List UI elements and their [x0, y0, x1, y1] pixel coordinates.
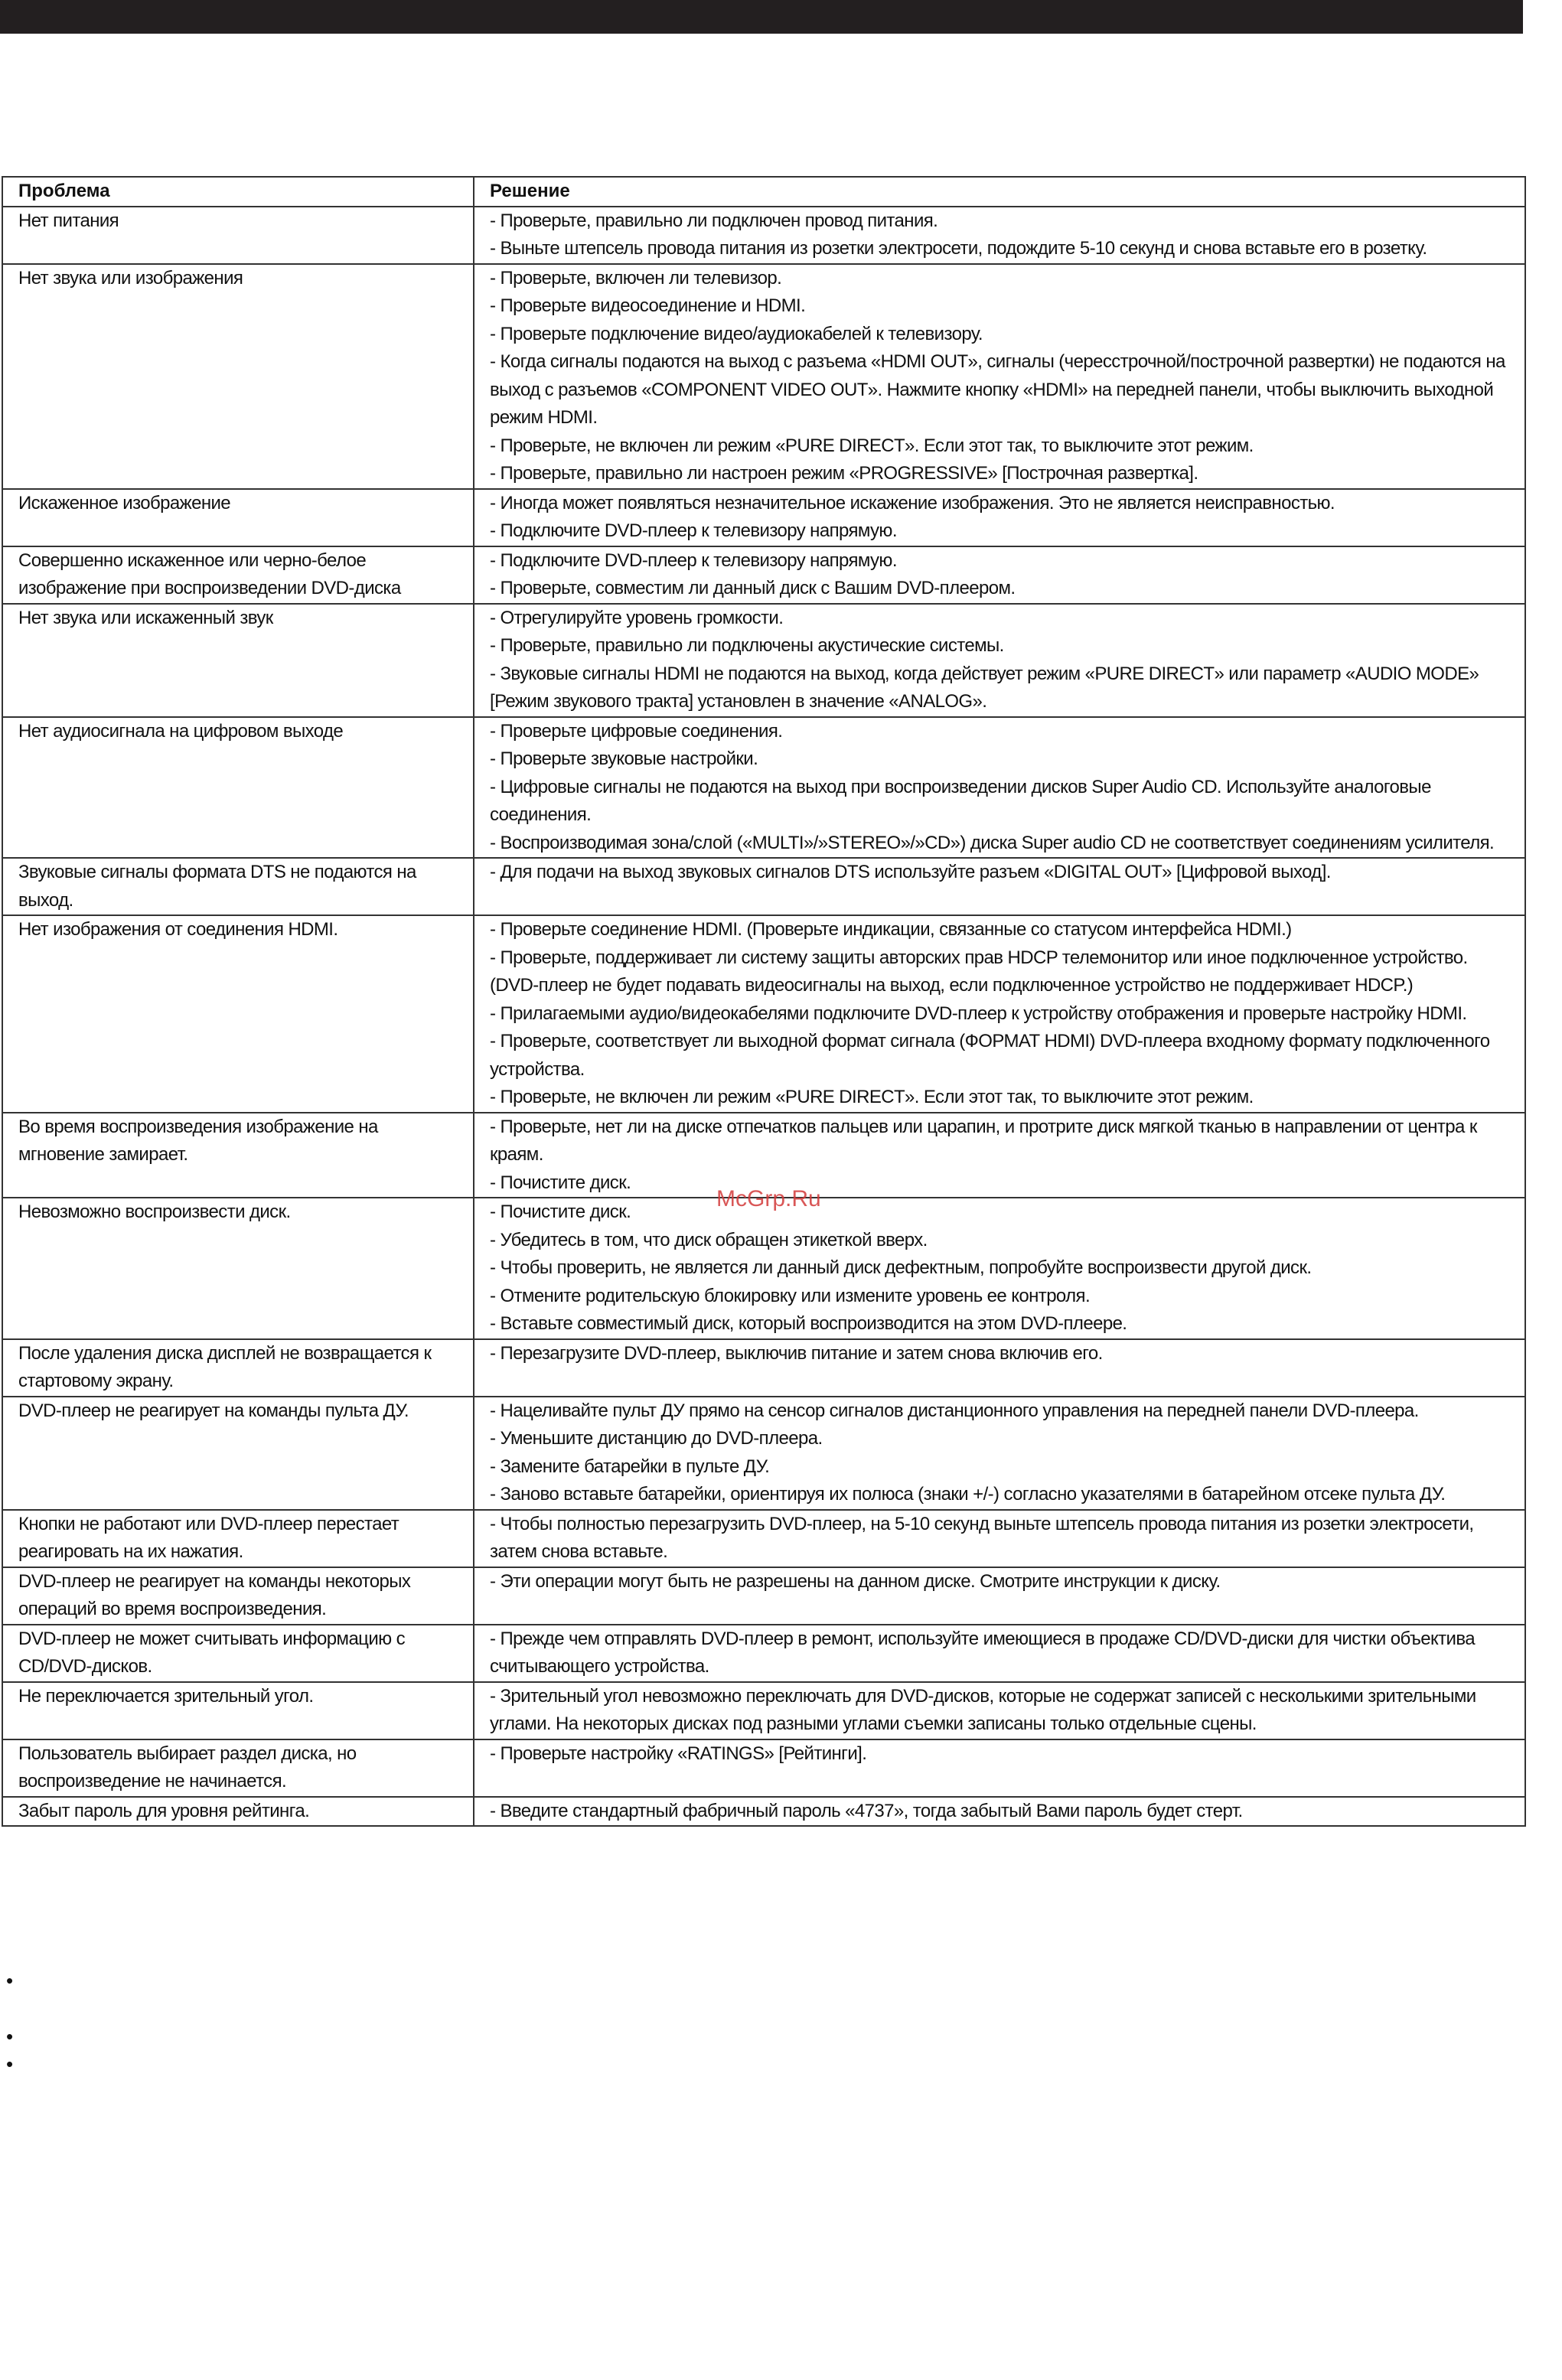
table-row — [2, 1739, 1525, 1797]
problem-cell: Невозможно воспроизвести диск. — [2, 1198, 474, 1339]
problem-cell: Во время воспроизведения изображение на мгновение замирает. — [2, 1113, 474, 1198]
table-body — [2, 207, 1525, 1827]
solution-line: - Иногда может появляться незначительное искажение изображения. Это не является неисправностью. — [490, 492, 1335, 513]
solution-line: - Прилагаемыми аудио/видеокабелями подключите DVD-плеер к устройству отображения и проверьте настройку HDMI. — [490, 1003, 1467, 1024]
solution-line: - Когда сигналы подаются на выход с разъема «HDMI OUT», сигналы (чересстрочной/построчной развертки) не подаются на выход с разъемов «COMPONENT VIDEO OUT». Нажмите кнопку «HDMI» на передней панели, чтобы выключить выходной режим HDMI. — [490, 351, 1505, 428]
solution-cell — [474, 1567, 1525, 1625]
solution-line: - Уменьшите дистанцию до DVD-плеера. — [490, 1428, 823, 1449]
solution-cell — [474, 1739, 1525, 1797]
problem-cell: Совершенно искаженное или черно-белое изображение при воспроизведении DVD-диска — [2, 546, 474, 604]
table-header-row — [2, 177, 1525, 207]
problem-cell: Забыт пароль для уровня рейтинга. — [2, 1797, 474, 1827]
solution-cell — [474, 858, 1525, 915]
solution-line: - Подключите DVD-плеер к телевизору напрямую. — [490, 549, 897, 571]
solution-line: - Проверьте, нет ли на диске отпечатков пальцев или царапин, и протрите диск мягкой тканью в направлении от центра к краям. — [490, 1116, 1477, 1165]
solution-cell — [474, 489, 1525, 546]
solution-line: - Проверьте подключение видео/аудиокабелей к телевизору. — [490, 323, 983, 344]
table-row — [2, 1339, 1525, 1397]
solution-line: - Проверьте, правильно ли подключены акустические системы. — [490, 635, 1004, 656]
solution-cell — [474, 1625, 1525, 1682]
solution-line: - Проверьте, включен ли телевизор. — [490, 267, 782, 289]
bullet-mark: • — [6, 2052, 14, 2075]
solution-cell — [474, 546, 1525, 604]
solution-line: - Проверьте цифровые соединения. — [490, 720, 783, 742]
table-row — [2, 207, 1525, 264]
problem-cell: Искаженное изображение — [2, 489, 474, 546]
solution-cell — [474, 1339, 1525, 1397]
table-row — [2, 915, 1525, 1113]
problem-cell: DVD-плеер не может считывать информацию с CD/DVD-дисков. — [2, 1625, 474, 1682]
solution-cell — [474, 915, 1525, 1113]
solution-line: - Выньте штепсель провода питания из розетки электросети, подождите 5-10 секунд и снова вставьте его в розетку. — [490, 238, 1427, 259]
problem-cell: Не переключается зрительный угол. — [2, 1682, 474, 1739]
solution-cell — [474, 264, 1525, 489]
solution-column-header: Решение — [474, 177, 1525, 207]
table-row — [2, 1797, 1525, 1827]
solution-line: - Проверьте соединение HDMI. (Проверьте индикации, связанные со статусом интерфейса HDMI.) — [490, 919, 1292, 940]
solution-line: - Для подачи на выход звуковых сигналов DTS используйте разъем «DIGITAL OUT» [Цифровой выход]. — [490, 862, 1331, 882]
solution-line: - Замените батарейки в пульте ДУ. — [490, 1456, 770, 1477]
solution-cell — [474, 207, 1525, 264]
solution-line: - Проверьте, не включен ли режим «PURE DIRECT». Если этот так, то выключите этот режим. — [490, 1087, 1254, 1107]
problem-cell: Нет изображения от соединения HDMI. — [2, 915, 474, 1113]
solution-line: - Проверьте настройку «RATINGS» [Рейтинги]. — [490, 1743, 867, 1764]
solution-line: - Зрительный угол невозможно переключать для DVD-дисков, которые не содержат записей с несколькими зрительными углами. На некоторых дисках под разными углами съемки записаны только отдельные сцены. — [490, 1685, 1476, 1734]
solution-line: - Проверьте звуковые настройки. — [490, 748, 758, 769]
solution-line: - Проверьте, правильно ли подключен провод питания. — [490, 210, 938, 231]
problem-cell: Нет аудиосигнала на цифровом выходе — [2, 717, 474, 859]
problem-cell: Нет звука или искаженный звук — [2, 604, 474, 717]
table-row — [2, 489, 1525, 546]
solution-line: - Чтобы проверить, не является ли данный диск дефектным, попробуйте воспроизвести другой диск. — [490, 1257, 1312, 1278]
problem-cell: Звуковые сигналы формата DTS не подаются на выход. — [2, 858, 474, 915]
problem-cell: Нет питания — [2, 207, 474, 264]
solution-cell — [474, 1397, 1525, 1510]
table-row — [2, 858, 1525, 915]
top-header-bar — [0, 0, 1523, 34]
solution-line: - Вставьте совместимый диск, который воспроизводится на этом DVD-плеере. — [490, 1313, 1127, 1334]
solution-line: - Цифровые сигналы не подаются на выход при воспроизведении дисков Super Audio CD. Используйте аналоговые соединения. — [490, 776, 1431, 825]
solution-line: - Проверьте, совместим ли данный диск с Вашим DVD-плеером. — [490, 578, 1016, 598]
solution-line: - Отрегулируйте уровень громкости. — [490, 607, 784, 628]
solution-line: - Нацеливайте пульт ДУ прямо на сенсор сигналов дистанционного управления на передней панели DVD-плеера. — [490, 1400, 1419, 1421]
solution-line: - Подключите DVD-плеер к телевизору напрямую. — [490, 520, 897, 541]
problem-cell: Нет звука или изображения — [2, 264, 474, 489]
solution-cell — [474, 717, 1525, 859]
bullet-mark: • — [6, 1969, 14, 1992]
solution-line: - Введите стандартный фабричный пароль «4737», тогда забытый Вами пароль будет стерт. — [490, 1800, 1243, 1821]
solution-line: - Заново вставьте батарейки, ориентируя их полюса (знаки +/-) согласно указателями в батарейном отсеке пульта ДУ. — [490, 1484, 1446, 1505]
watermark-text: McGrp.Ru — [716, 1186, 821, 1211]
solution-cell — [474, 1510, 1525, 1567]
problem-cell: DVD-плеер не реагирует на команды некоторых операций во время воспроизведения. — [2, 1567, 474, 1625]
solution-cell — [474, 1198, 1525, 1339]
solution-line: - Эти операции могут быть не разрешены на данном диске. Смотрите инструкции к диску. — [490, 1570, 1221, 1592]
problem-cell: Кнопки не работают или DVD-плеер перестает реагировать на их нажатия. — [2, 1510, 474, 1567]
solution-line: - Чтобы полностью перезагрузить DVD-плеер, на 5-10 секунд выньте штепсель провода питания из розетки электросети, затем снова вставьте. — [490, 1513, 1474, 1562]
solution-line: - Убедитесь в том, что диск обращен этикеткой вверх. — [490, 1229, 928, 1250]
problem-column-header: Проблема — [2, 177, 474, 207]
table-row — [2, 1397, 1525, 1510]
solution-line: - Проверьте, поддерживает ли систему защиты авторских прав HDCP телемонитор или иное подключенное устройство. (DVD-плеер не будет подавать видеосигналы на выход, если подключенное устройство не поддерживает HDCP.) — [490, 947, 1468, 996]
problem-cell: Пользователь выбирает раздел диска, но воспроизведение не начинается. — [2, 1739, 474, 1797]
solution-line: - Перезагрузите DVD-плеер, выключив питание и затем снова включив его. — [490, 1342, 1103, 1364]
solution-line: - Проверьте, правильно ли настроен режим «PROGRESSIVE» [Построчная развертка]. — [490, 463, 1198, 484]
solution-line: - Проверьте, не включен ли режим «PURE DIRECT». Если этот так, то выключите этот режим. — [490, 435, 1254, 456]
table-row — [2, 1198, 1525, 1339]
bullet-mark: • — [6, 2025, 14, 2048]
solution-line: - Проверьте видеосоединение и HDMI. — [490, 295, 806, 316]
solution-line: - Почистите диск. — [490, 1201, 631, 1222]
solution-line: - Проверьте, соответствует ли выходной формат сигнала (ФОРМАТ HDMI) DVD-плеера входному формату подключенного устройства. — [490, 1031, 1490, 1080]
solution-cell — [474, 604, 1525, 717]
table-row — [2, 604, 1525, 717]
solution-line: - Отмените родительскую блокировку или измените уровень ее контроля. — [490, 1285, 1091, 1306]
solution-line: - Прежде чем отправлять DVD-плеер в ремонт, используйте имеющиеся в продаже CD/DVD-диски для чистки объектива считывающего устройства. — [490, 1628, 1475, 1677]
table-row — [2, 717, 1525, 859]
solution-line: - Воспроизводимая зона/слой («MULTI»/»STEREO»/»CD») диска Super audio CD не соответствует соединениям усилителя. — [490, 832, 1495, 853]
table-row — [2, 1567, 1525, 1625]
solution-cell — [474, 1797, 1525, 1827]
solution-cell — [474, 1113, 1525, 1198]
problem-cell: DVD-плеер не реагирует на команды пульта ДУ. — [2, 1397, 474, 1510]
solution-line: - Почистите диск. — [490, 1172, 631, 1193]
solution-cell — [474, 1682, 1525, 1739]
table-row — [2, 546, 1525, 604]
problem-cell: После удаления диска дисплей не возвращается к стартовому экрану. — [2, 1339, 474, 1397]
table-row — [2, 1625, 1525, 1682]
solution-line: - Звуковые сигналы HDMI не подаются на выход, когда действует режим «PURE DIRECT» или параметр «AUDIO MODE» [Режим звукового тракта] установлен в значение «ANALOG». — [490, 663, 1479, 712]
table-row — [2, 1682, 1525, 1739]
table-row — [2, 264, 1525, 489]
troubleshooting-table — [2, 176, 1526, 1827]
table-row — [2, 1113, 1525, 1198]
table-row — [2, 1510, 1525, 1567]
